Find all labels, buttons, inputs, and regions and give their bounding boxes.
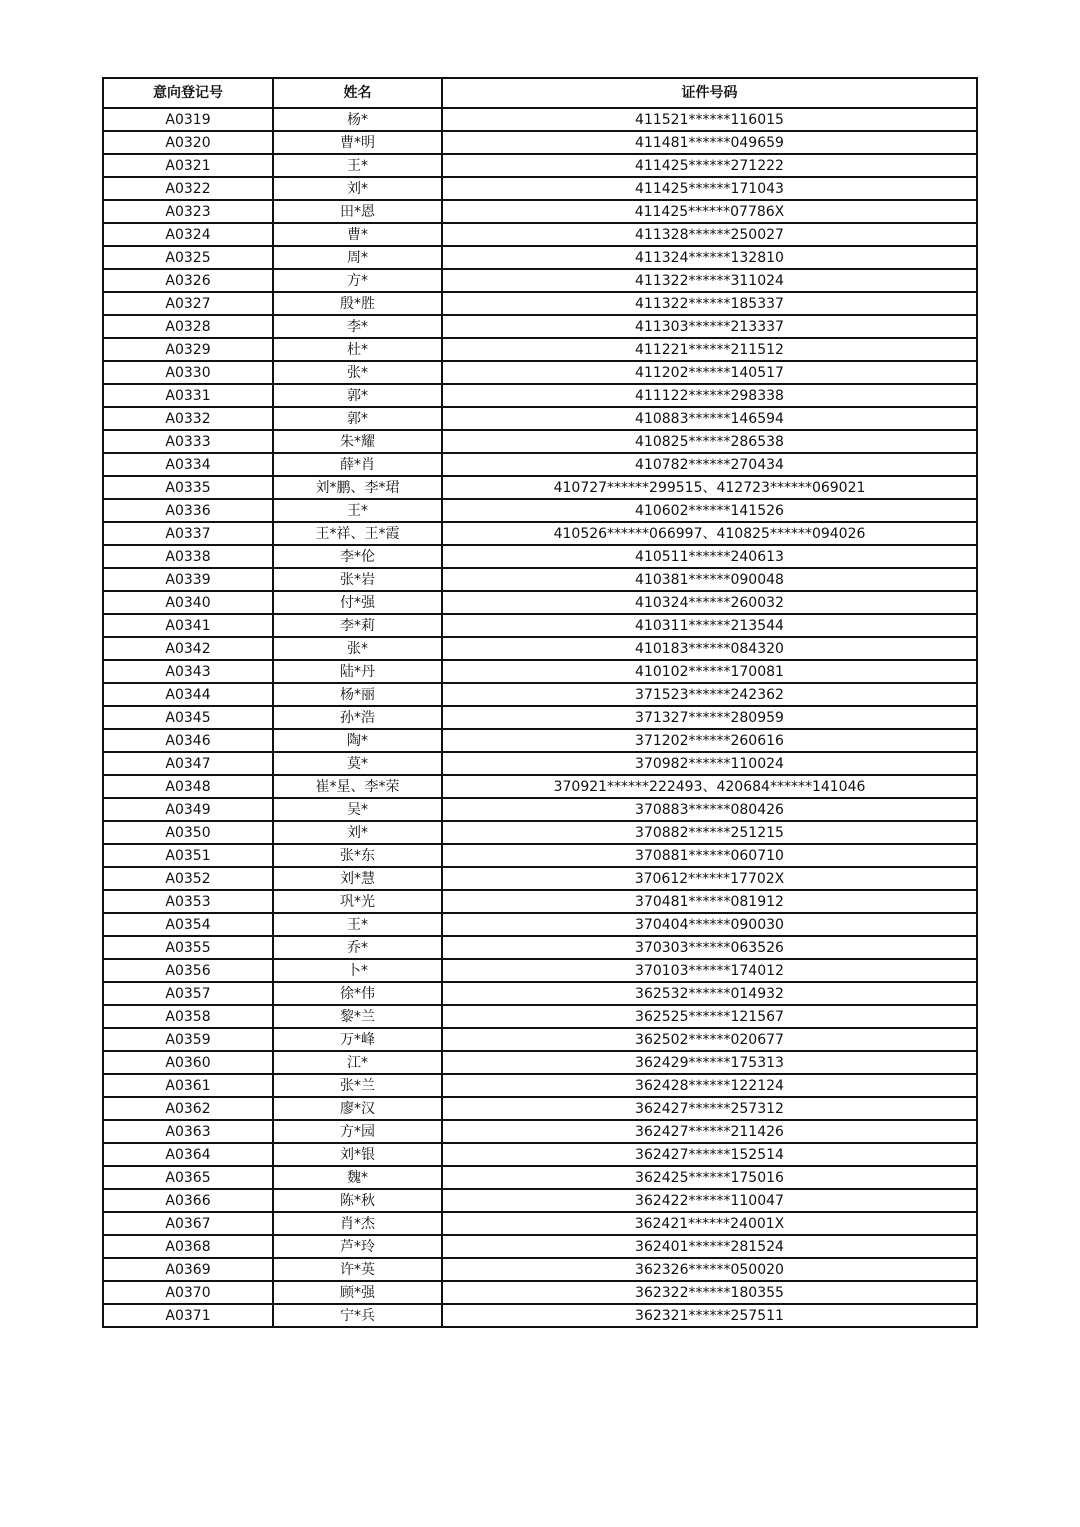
cell-name: 陆*丹: [273, 660, 442, 683]
cell-id-number: 410324******260032: [442, 591, 977, 614]
cell-id-number: 410511******240613: [442, 545, 977, 568]
cell-name: 巩*光: [273, 890, 442, 913]
cell-id-number: 362422******110047: [442, 1189, 977, 1212]
cell-registration-number: A0361: [103, 1074, 273, 1097]
cell-id-number: 362427******211426: [442, 1120, 977, 1143]
cell-registration-number: A0325: [103, 246, 273, 269]
cell-registration-number: A0339: [103, 568, 273, 591]
cell-id-number: 411322******311024: [442, 269, 977, 292]
cell-registration-number: A0367: [103, 1212, 273, 1235]
cell-name: 曹*明: [273, 131, 442, 154]
table-row: [103, 1143, 977, 1166]
cell-registration-number: A0346: [103, 729, 273, 752]
cell-id-number: 410782******270434: [442, 453, 977, 476]
cell-name: 杜*: [273, 338, 442, 361]
cell-registration-number: A0366: [103, 1189, 273, 1212]
cell-id-number: 362525******121567: [442, 1005, 977, 1028]
table-row: [103, 913, 977, 936]
cell-name: 李*伦: [273, 545, 442, 568]
cell-registration-number: A0336: [103, 499, 273, 522]
table-row: [103, 545, 977, 568]
cell-name: 曹*: [273, 223, 442, 246]
cell-name: 王*祥、王*霞: [273, 522, 442, 545]
cell-id-number: 411521******116015: [442, 108, 977, 131]
table-row: [103, 131, 977, 154]
cell-name: 廖*汉: [273, 1097, 442, 1120]
cell-id-number: 370481******081912: [442, 890, 977, 913]
cell-registration-number: A0371: [103, 1304, 273, 1327]
table-row: [103, 453, 977, 476]
cell-registration-number: A0353: [103, 890, 273, 913]
cell-registration-number: A0362: [103, 1097, 273, 1120]
cell-id-number: 362425******175016: [442, 1166, 977, 1189]
cell-registration-number: A0369: [103, 1258, 273, 1281]
table-row: [103, 338, 977, 361]
header-id-number: 证件号码: [442, 78, 977, 108]
cell-id-number: 362427******152514: [442, 1143, 977, 1166]
cell-registration-number: A0322: [103, 177, 273, 200]
cell-name: 李*莉: [273, 614, 442, 637]
cell-id-number: 411328******250027: [442, 223, 977, 246]
table-row: [103, 223, 977, 246]
table-row: [103, 384, 977, 407]
table-body: [103, 108, 977, 1327]
table-row: [103, 430, 977, 453]
cell-id-number: 362322******180355: [442, 1281, 977, 1304]
table-row: [103, 1166, 977, 1189]
cell-name: 方*园: [273, 1120, 442, 1143]
cell-name: 薛*肖: [273, 453, 442, 476]
cell-id-number: 362326******050020: [442, 1258, 977, 1281]
cell-id-number: 362532******014932: [442, 982, 977, 1005]
cell-id-number: 411221******211512: [442, 338, 977, 361]
cell-id-number: 410381******090048: [442, 568, 977, 591]
cell-registration-number: A0344: [103, 683, 273, 706]
cell-id-number: 411122******298338: [442, 384, 977, 407]
cell-name: 刘*银: [273, 1143, 442, 1166]
cell-registration-number: A0359: [103, 1028, 273, 1051]
cell-name: 徐*伟: [273, 982, 442, 1005]
table-row: [103, 177, 977, 200]
table-row: [103, 591, 977, 614]
cell-id-number: 411425******07786X: [442, 200, 977, 223]
cell-name: 王*: [273, 499, 442, 522]
cell-name: 陈*秋: [273, 1189, 442, 1212]
cell-registration-number: A0358: [103, 1005, 273, 1028]
cell-id-number: 410825******286538: [442, 430, 977, 453]
header-registration-number: 意向登记号: [103, 78, 273, 108]
table-row: [103, 1304, 977, 1327]
table-row: [103, 867, 977, 890]
cell-name: 殷*胜: [273, 292, 442, 315]
table-row: [103, 315, 977, 338]
table-row: [103, 982, 977, 1005]
table-row: [103, 1258, 977, 1281]
table-row: [103, 407, 977, 430]
cell-id-number: 410883******146594: [442, 407, 977, 430]
table-row: [103, 1005, 977, 1028]
cell-registration-number: A0343: [103, 660, 273, 683]
cell-name: 朱*耀: [273, 430, 442, 453]
cell-registration-number: A0355: [103, 936, 273, 959]
cell-registration-number: A0333: [103, 430, 273, 453]
table-row: [103, 246, 977, 269]
cell-name: 方*: [273, 269, 442, 292]
cell-registration-number: A0319: [103, 108, 273, 131]
table-row: [103, 844, 977, 867]
cell-id-number: 371523******242362: [442, 683, 977, 706]
cell-name: 张*兰: [273, 1074, 442, 1097]
cell-id-number: 370103******174012: [442, 959, 977, 982]
cell-name: 刘*: [273, 821, 442, 844]
cell-name: 许*英: [273, 1258, 442, 1281]
cell-id-number: 370881******060710: [442, 844, 977, 867]
table-row: [103, 1074, 977, 1097]
table-row: [103, 959, 977, 982]
cell-id-number: 362502******020677: [442, 1028, 977, 1051]
table-row: [103, 890, 977, 913]
cell-id-number: 370303******063526: [442, 936, 977, 959]
cell-id-number: 362427******257312: [442, 1097, 977, 1120]
cell-name: 吴*: [273, 798, 442, 821]
cell-registration-number: A0334: [103, 453, 273, 476]
cell-name: 崔*星、李*荣: [273, 775, 442, 798]
table-row: [103, 499, 977, 522]
cell-registration-number: A0338: [103, 545, 273, 568]
cell-name: 杨*丽: [273, 683, 442, 706]
table-header-row: [103, 78, 977, 108]
cell-name: 张*岩: [273, 568, 442, 591]
cell-name: 顾*强: [273, 1281, 442, 1304]
cell-registration-number: A0370: [103, 1281, 273, 1304]
cell-name: 田*恩: [273, 200, 442, 223]
table-row: [103, 568, 977, 591]
table-row: [103, 1212, 977, 1235]
cell-name: 宁*兵: [273, 1304, 442, 1327]
cell-id-number: 371327******280959: [442, 706, 977, 729]
cell-registration-number: A0331: [103, 384, 273, 407]
cell-name: 孙*浩: [273, 706, 442, 729]
cell-registration-number: A0337: [103, 522, 273, 545]
cell-registration-number: A0327: [103, 292, 273, 315]
cell-name: 肖*杰: [273, 1212, 442, 1235]
cell-id-number: 362401******281524: [442, 1235, 977, 1258]
cell-id-number: 410602******141526: [442, 499, 977, 522]
cell-registration-number: A0335: [103, 476, 273, 499]
cell-name: 张*: [273, 361, 442, 384]
table-row: [103, 522, 977, 545]
table-row: [103, 1028, 977, 1051]
table-row: [103, 936, 977, 959]
table-row: [103, 821, 977, 844]
cell-id-number: 410727******299515、412723******069021: [442, 476, 977, 499]
cell-registration-number: A0326: [103, 269, 273, 292]
cell-id-number: 362321******257511: [442, 1304, 977, 1327]
cell-id-number: 411324******132810: [442, 246, 977, 269]
table-row: [103, 1120, 977, 1143]
cell-name: 郭*: [273, 407, 442, 430]
table-row: [103, 361, 977, 384]
cell-id-number: 410311******213544: [442, 614, 977, 637]
cell-id-number: 362421******24001X: [442, 1212, 977, 1235]
table-row: [103, 154, 977, 177]
cell-registration-number: A0349: [103, 798, 273, 821]
table-row: [103, 269, 977, 292]
cell-id-number: 370982******110024: [442, 752, 977, 775]
cell-name: 刘*鹏、李*珺: [273, 476, 442, 499]
cell-name: 杨*: [273, 108, 442, 131]
cell-registration-number: A0347: [103, 752, 273, 775]
cell-id-number: 411322******185337: [442, 292, 977, 315]
cell-id-number: 362429******175313: [442, 1051, 977, 1074]
cell-name: 江*: [273, 1051, 442, 1074]
cell-registration-number: A0323: [103, 200, 273, 223]
table-row: [103, 108, 977, 131]
table-row: [103, 798, 977, 821]
table-row: [103, 706, 977, 729]
cell-registration-number: A0360: [103, 1051, 273, 1074]
table-row: [103, 476, 977, 499]
cell-id-number: 411425******271222: [442, 154, 977, 177]
table-row: [103, 1281, 977, 1304]
cell-name: 郭*: [273, 384, 442, 407]
table-row: [103, 1235, 977, 1258]
cell-id-number: 410526******066997、410825******094026: [442, 522, 977, 545]
table-row: [103, 775, 977, 798]
cell-name: 李*: [273, 315, 442, 338]
table-row: [103, 752, 977, 775]
table-row: [103, 660, 977, 683]
cell-name: 刘*慧: [273, 867, 442, 890]
cell-registration-number: A0363: [103, 1120, 273, 1143]
cell-id-number: 410102******170081: [442, 660, 977, 683]
cell-registration-number: A0321: [103, 154, 273, 177]
cell-name: 黎*兰: [273, 1005, 442, 1028]
cell-name: 魏*: [273, 1166, 442, 1189]
cell-id-number: 411303******213337: [442, 315, 977, 338]
cell-registration-number: A0328: [103, 315, 273, 338]
cell-registration-number: A0324: [103, 223, 273, 246]
cell-id-number: 410183******084320: [442, 637, 977, 660]
cell-name: 卜*: [273, 959, 442, 982]
cell-name: 王*: [273, 913, 442, 936]
cell-registration-number: A0348: [103, 775, 273, 798]
cell-registration-number: A0340: [103, 591, 273, 614]
cell-registration-number: A0352: [103, 867, 273, 890]
registration-table: [102, 77, 978, 1328]
cell-id-number: 371202******260616: [442, 729, 977, 752]
table-row: [103, 683, 977, 706]
table-row: [103, 729, 977, 752]
cell-id-number: 370882******251215: [442, 821, 977, 844]
cell-name: 陶*: [273, 729, 442, 752]
cell-id-number: 362428******122124: [442, 1074, 977, 1097]
table-row: [103, 1097, 977, 1120]
cell-registration-number: A0320: [103, 131, 273, 154]
cell-registration-number: A0364: [103, 1143, 273, 1166]
cell-name: 张*东: [273, 844, 442, 867]
cell-name: 周*: [273, 246, 442, 269]
cell-name: 张*: [273, 637, 442, 660]
cell-name: 乔*: [273, 936, 442, 959]
cell-registration-number: A0356: [103, 959, 273, 982]
cell-name: 万*峰: [273, 1028, 442, 1051]
cell-name: 芦*玲: [273, 1235, 442, 1258]
cell-id-number: 370612******17702X: [442, 867, 977, 890]
cell-registration-number: A0345: [103, 706, 273, 729]
table-row: [103, 614, 977, 637]
cell-registration-number: A0330: [103, 361, 273, 384]
cell-id-number: 370404******090030: [442, 913, 977, 936]
cell-registration-number: A0332: [103, 407, 273, 430]
cell-name: 莫*: [273, 752, 442, 775]
cell-registration-number: A0354: [103, 913, 273, 936]
cell-registration-number: A0365: [103, 1166, 273, 1189]
table-row: [103, 1189, 977, 1212]
cell-registration-number: A0357: [103, 982, 273, 1005]
cell-registration-number: A0351: [103, 844, 273, 867]
table-row: [103, 292, 977, 315]
table-row: [103, 1051, 977, 1074]
header-name: 姓名: [273, 78, 442, 108]
cell-registration-number: A0368: [103, 1235, 273, 1258]
table-row: [103, 200, 977, 223]
cell-id-number: 370883******080426: [442, 798, 977, 821]
cell-id-number: 411481******049659: [442, 131, 977, 154]
cell-registration-number: A0329: [103, 338, 273, 361]
cell-name: 刘*: [273, 177, 442, 200]
cell-id-number: 411202******140517: [442, 361, 977, 384]
cell-registration-number: A0342: [103, 637, 273, 660]
cell-id-number: 370921******222493、420684******141046: [442, 775, 977, 798]
table-row: [103, 637, 977, 660]
cell-name: 王*: [273, 154, 442, 177]
cell-registration-number: A0341: [103, 614, 273, 637]
cell-id-number: 411425******171043: [442, 177, 977, 200]
cell-name: 付*强: [273, 591, 442, 614]
cell-registration-number: A0350: [103, 821, 273, 844]
